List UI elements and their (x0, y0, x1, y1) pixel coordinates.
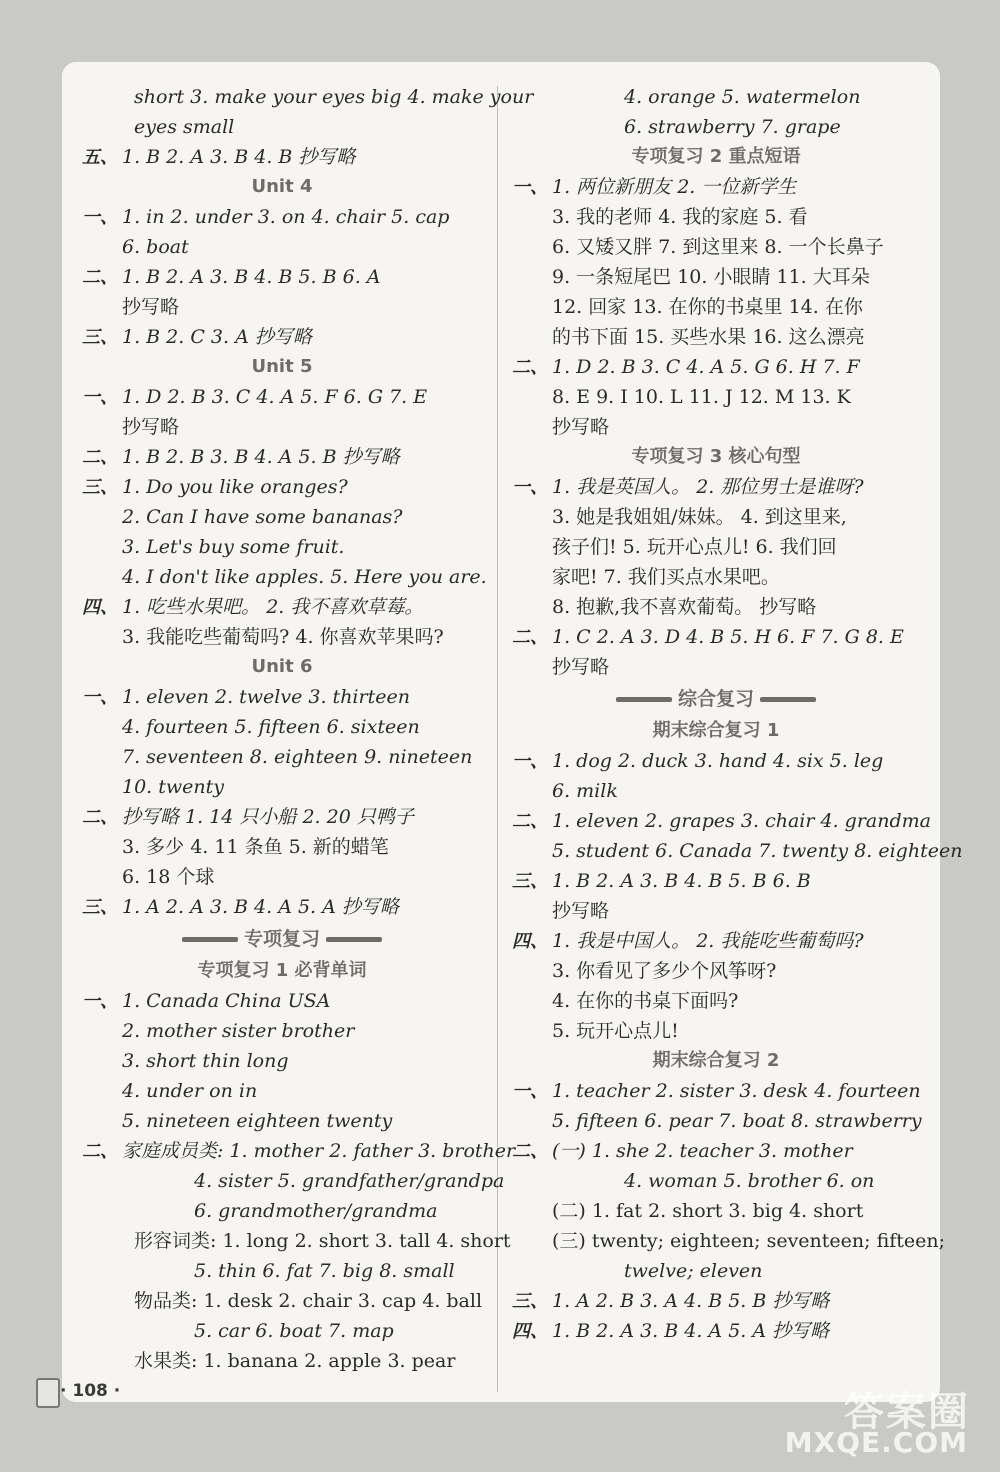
answer-text: 6. grandmother/grandma (194, 1200, 438, 1222)
answer-line (512, 502, 920, 532)
answer-line (82, 502, 482, 532)
answer-line (512, 776, 920, 806)
answer-line (512, 352, 920, 382)
answer-line (82, 1346, 482, 1376)
answer-text: 1. dog 2. duck 3. hand 4. six 5. leg (552, 750, 884, 772)
answer-line (82, 322, 482, 352)
answer-line (82, 1136, 516, 1166)
answer-text: 5. nineteen eighteen twenty (122, 1110, 393, 1132)
answer-line (512, 652, 920, 682)
answer-line (82, 142, 482, 172)
answer-text: 8. 抱歉,我不喜欢葡萄。 抄写略 (552, 596, 817, 618)
answer-text: 1. Canada China USA (122, 990, 331, 1012)
answer-line (512, 956, 920, 986)
answer-text: 6. boat (122, 236, 189, 258)
answer-line (82, 1256, 482, 1286)
question-number: 一、 (82, 991, 118, 1012)
answer-line (82, 1316, 482, 1346)
answer-line (82, 112, 482, 142)
question-number: 二、 (82, 267, 118, 288)
answer-line (82, 1196, 482, 1226)
answer-line (512, 986, 920, 1016)
answer-text: (一) 1. she 2. teacher 3. mother (552, 1140, 853, 1162)
banner-bar-left (616, 697, 672, 702)
answer-line (512, 1076, 920, 1106)
banner-bar-left (182, 937, 238, 942)
answer-line (82, 802, 482, 832)
answer-text: 4. under on in (122, 1080, 258, 1102)
answer-line (82, 1286, 482, 1316)
answer-line (512, 836, 963, 866)
answer-text: 1. D 2. B 3. C 4. A 5. F 6. G 7. E (122, 386, 428, 408)
question-number: 一、 (512, 1081, 548, 1102)
answer-text: 1. A 2. A 3. B 4. A 5. A 抄写略 (122, 896, 399, 918)
answer-line (512, 926, 920, 956)
answer-line (512, 532, 920, 562)
answer-line (82, 892, 482, 922)
answer-line (512, 592, 920, 622)
answer-text: 孩子们! 5. 玩开心点儿! 6. 我们回 (552, 536, 837, 558)
answer-text: 5. fifteen 6. pear 7. boat 8. strawberry (552, 1110, 922, 1132)
question-number: 一、 (82, 687, 118, 708)
answer-text: 6. strawberry 7. grape (624, 116, 841, 138)
answer-text: 5. 玩开心点儿! (552, 1020, 679, 1042)
question-number: 四、 (512, 1321, 548, 1342)
question-number: 三、 (512, 1291, 548, 1312)
answer-text: 5. car 6. boat 7. map (194, 1320, 394, 1342)
answer-line (512, 322, 920, 352)
answer-text: 6. 18 个球 (122, 866, 215, 888)
answer-line (82, 1046, 482, 1076)
question-number: 五、 (82, 147, 118, 168)
answer-text: 3. 她是我姐姐/妹妹。 4. 到这里来, (552, 506, 847, 528)
answer-text: 1. D 2. B 3. C 4. A 5. G 6. H 7. F (552, 356, 860, 378)
answer-text: 抄写略 (122, 296, 180, 318)
section-heading: 期末综合复习 1 (652, 720, 780, 741)
answer-text: (三) twenty; eighteen; seventeen; fifteen; (552, 1230, 946, 1252)
answer-line (82, 1106, 482, 1136)
banner-title: 综合复习 (677, 688, 754, 710)
answer-text: 4. 在你的书桌下面吗? (552, 990, 739, 1012)
section-banner (82, 922, 482, 956)
answer-line (512, 746, 920, 776)
answer-text: 12. 回家 13. 在你的书桌里 14. 在你 (552, 296, 863, 318)
page-number: · 108 · (60, 1381, 121, 1401)
answer-line (512, 82, 920, 112)
answer-line (82, 412, 482, 442)
answer-text: 4. sister 5. grandfather/grandpa (194, 1170, 505, 1192)
answer-text: 1. in 2. under 3. on 4. chair 5. cap (122, 206, 450, 228)
answer-text: 9. 一条短尾巴 10. 小眼睛 11. 大耳朵 (552, 266, 870, 288)
answer-text: 1. 吃些水果吧。 2. 我不喜欢草莓。 (122, 596, 424, 618)
answer-line (512, 1286, 920, 1316)
answer-text: 3. 多少 4. 11 条鱼 5. 新的蜡笔 (122, 836, 389, 858)
answer-line (512, 1226, 946, 1256)
answer-line (82, 1226, 511, 1256)
answer-text: 4. woman 5. brother 6. on (624, 1170, 875, 1192)
answer-line (82, 82, 534, 112)
question-number: 三、 (512, 871, 548, 892)
answer-text: 1. 我是英国人。 2. 那位男士是谁呀? (552, 476, 864, 498)
answer-text: 6. milk (552, 780, 618, 802)
right-column (512, 82, 963, 1346)
answer-text: 的书下面 15. 买些水果 16. 这么漂亮 (552, 326, 865, 348)
answer-line (512, 202, 920, 232)
section-heading: 期末综合复习 2 (652, 1050, 780, 1071)
answer-text: 抄写略 (552, 416, 610, 438)
answer-line (82, 292, 482, 322)
answer-line (512, 1196, 920, 1226)
column-divider (497, 86, 498, 1392)
section-heading: 专项复习 1 必背单词 (197, 960, 367, 981)
question-number: 一、 (512, 751, 548, 772)
left-column (82, 82, 534, 1376)
answer-text: 5. student 6. Canada 7. twenty 8. eighteen (552, 840, 963, 862)
answer-line (512, 112, 920, 142)
answer-text: 1. 我是中国人。 2. 我能吃些葡萄吗? (552, 930, 864, 952)
answer-text: 1. B 2. A 3. B 4. B 抄写略 (122, 146, 356, 168)
answer-line (512, 1166, 920, 1196)
question-number: 一、 (512, 477, 548, 498)
answer-line (82, 862, 482, 892)
answer-text: 6. 又矮又胖 7. 到这里来 8. 一个长鼻子 (552, 236, 884, 258)
answer-text: 3. 我的老师 4. 我的家庭 5. 看 (552, 206, 808, 228)
answer-text: 2. Can I have some bananas? (122, 506, 403, 528)
answer-text: 抄写略 1. 14 只小船 2. 20 只鸭子 (122, 806, 414, 828)
answer-line (82, 712, 482, 742)
answer-text: 1. B 2. A 3. B 4. A 5. A 抄写略 (552, 1320, 830, 1342)
answer-line (512, 622, 920, 652)
watermark-logo: 答案圈 (844, 1389, 970, 1435)
answer-text: 3. short thin long (122, 1050, 289, 1072)
answer-text: 形容词类: 1. long 2. short 3. tall 4. short (134, 1230, 511, 1252)
answer-text: 水果类: 1. banana 2. apple 3. pear (134, 1350, 456, 1372)
question-number: 二、 (512, 811, 548, 832)
answer-text: 1. A 2. B 3. A 4. B 5. B 抄写略 (552, 1290, 830, 1312)
watermark-url: MXQE.COM (784, 1426, 968, 1459)
answer-line (512, 1316, 920, 1346)
question-number: 二、 (512, 627, 548, 648)
answer-text: twelve; eleven (624, 1260, 763, 1282)
question-number: 二、 (512, 1141, 548, 1162)
answer-text: 5. thin 6. fat 7. big 8. small (194, 1260, 455, 1282)
answer-line (82, 262, 482, 292)
answer-text: 家吧! 7. 我们买点水果吧。 (552, 566, 780, 588)
answer-line (512, 172, 920, 202)
answer-text: 8. E 9. I 10. L 11. J 12. M 13. K (552, 386, 851, 408)
answer-line (512, 1016, 920, 1046)
question-number: 四、 (512, 931, 548, 952)
answer-line (82, 442, 482, 472)
answer-line (82, 382, 482, 412)
answer-line (512, 292, 920, 322)
answer-text: 1. C 2. A 3. D 4. B 5. H 6. F 7. G 8. E (552, 626, 904, 648)
answer-line (82, 682, 482, 712)
answer-line (82, 1016, 482, 1046)
section-heading: 专项复习 3 核心句型 (631, 446, 801, 467)
answer-line (512, 472, 920, 502)
answer-line (512, 1136, 920, 1166)
question-number: 二、 (82, 447, 118, 468)
section-heading: Unit 6 (251, 656, 313, 677)
section-heading: 专项复习 2 重点短语 (631, 146, 801, 167)
answer-line (82, 562, 487, 592)
answer-text: 1. B 2. A 3. B 4. B 5. B 6. B (552, 870, 811, 892)
section-heading: Unit 5 (251, 356, 313, 377)
banner-title: 专项复习 (243, 928, 320, 950)
grade-tab-icon (36, 1378, 60, 1408)
question-number: 三、 (82, 477, 118, 498)
answer-text: 1. eleven 2. twelve 3. thirteen (122, 686, 410, 708)
answer-text: 3. 你看见了多少个风筝呀? (552, 960, 777, 982)
answer-text: 3. 我能吃些葡萄吗? 4. 你喜欢苹果吗? (122, 626, 444, 648)
answer-text: 1. eleven 2. grapes 3. chair 4. grandma (552, 810, 931, 832)
answer-line (512, 1256, 920, 1286)
answer-line (82, 986, 482, 1016)
answer-text: 10. twenty (122, 776, 225, 798)
question-number: 二、 (82, 1141, 118, 1162)
answer-text: 1. B 2. B 3. B 4. A 5. B 抄写略 (122, 446, 400, 468)
answer-line (82, 592, 482, 622)
answer-line (82, 472, 482, 502)
answer-text: short 3. make your eyes big 4. make your (134, 86, 534, 108)
answer-text: 物品类: 1. desk 2. chair 3. cap 4. ball (134, 1290, 483, 1312)
answer-line (82, 232, 482, 262)
answer-line (512, 866, 920, 896)
answer-text: eyes small (134, 116, 235, 138)
question-number: 一、 (512, 177, 548, 198)
question-number: 二、 (82, 807, 118, 828)
answer-line (512, 562, 920, 592)
answer-text: 4. I don't like apples. 5. Here you are. (122, 566, 487, 588)
answer-text: 1. B 2. C 3. A 抄写略 (122, 326, 312, 348)
answer-text: 1. 两位新朋友 2. 一位新学生 (552, 176, 797, 198)
answer-line (82, 532, 482, 562)
answer-text: 1. B 2. A 3. B 4. B 5. B 6. A (122, 266, 381, 288)
answer-line (512, 896, 920, 926)
banner-bar-right (760, 697, 816, 702)
answer-text: 4. fourteen 5. fifteen 6. sixteen (122, 716, 420, 738)
answer-text: 2. mother sister brother (122, 1020, 355, 1042)
answer-text: 7. seventeen 8. eighteen 9. nineteen (122, 746, 473, 768)
answer-line (512, 1106, 920, 1136)
answer-line (512, 382, 920, 412)
question-number: 一、 (82, 207, 118, 228)
answer-line (512, 412, 920, 442)
answer-line (82, 202, 482, 232)
question-number: 二、 (512, 357, 548, 378)
answer-text: 家庭成员类: 1. mother 2. father 3. brother (122, 1140, 516, 1162)
answer-line (82, 832, 482, 862)
banner-bar-right (326, 937, 382, 942)
answer-line (512, 262, 920, 292)
answer-text: 抄写略 (122, 416, 180, 438)
answer-text: 1. Do you like oranges? (122, 476, 348, 498)
answer-text: 1. teacher 2. sister 3. desk 4. fourteen (552, 1080, 921, 1102)
answer-line (512, 806, 931, 836)
answer-line (82, 772, 482, 802)
answer-line (82, 622, 482, 652)
section-banner (512, 682, 920, 716)
question-number: 四、 (82, 597, 118, 618)
answer-text: 3. Let's buy some fruit. (122, 536, 345, 558)
answer-text: (二) 1. fat 2. short 3. big 4. short (552, 1200, 864, 1222)
answer-line (82, 1166, 505, 1196)
answer-text: 抄写略 (552, 656, 610, 678)
question-number: 三、 (82, 897, 118, 918)
answer-line (512, 232, 920, 262)
question-number: 三、 (82, 327, 118, 348)
answer-line (82, 742, 482, 772)
question-number: 一、 (82, 387, 118, 408)
section-heading: Unit 4 (251, 176, 313, 197)
answer-text: 抄写略 (552, 900, 610, 922)
answer-line (82, 1076, 482, 1106)
answer-text: 4. orange 5. watermelon (624, 86, 861, 108)
